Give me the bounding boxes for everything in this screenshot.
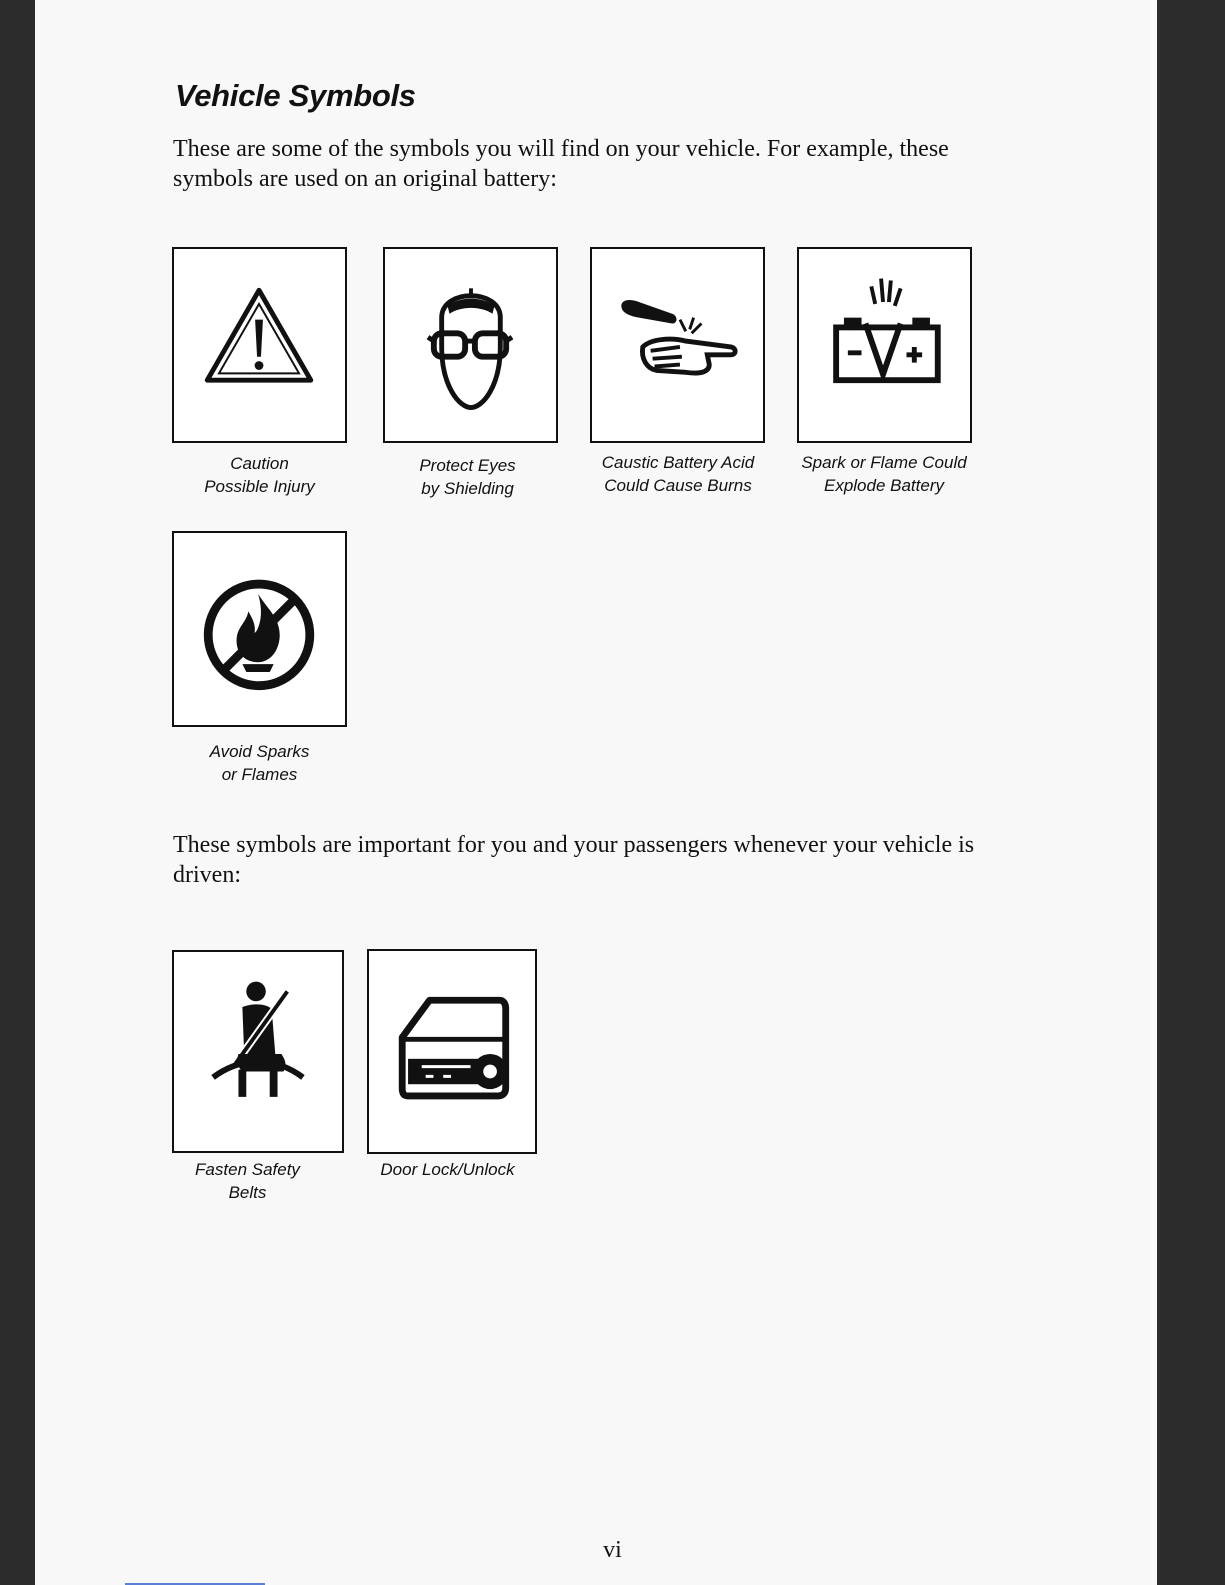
caption-protect-eyes: Protect Eyes by Shielding <box>419 456 516 498</box>
page-title: Vehicle Symbols <box>175 78 416 113</box>
page-number: vi <box>603 1537 622 1563</box>
symbol-caustic-acid <box>590 247 765 443</box>
driving-paragraph: These symbols are important for you and your passengers whenever your vehicle is driven: <box>173 832 975 888</box>
caption-door-lock: Door Lock/Unlock <box>380 1160 515 1179</box>
symbol-seat-belt <box>172 950 344 1153</box>
caption-caution: Caution Possible Injury <box>204 454 315 496</box>
caption-caustic-acid: Caustic Battery Acid Could Cause Burns <box>601 453 755 495</box>
no-flame-icon <box>174 533 345 725</box>
caustic-acid-icon <box>592 249 763 441</box>
intro-paragraph: These are some of the symbols you will find on your vehicle. For example, these symbols are used on an original battery: <box>173 136 949 192</box>
symbol-door-lock <box>367 949 537 1154</box>
manual-page <box>35 0 1157 1585</box>
caption-battery-spark: Spark or Flame Could Explode Battery <box>801 453 967 495</box>
symbol-no-flame <box>172 531 347 727</box>
caution-triangle-icon <box>174 249 345 441</box>
battery-spark-icon <box>799 249 970 441</box>
seat-belt-icon <box>174 952 342 1151</box>
symbol-battery-spark <box>797 247 972 443</box>
caption-seat-belt: Fasten Safety Belts <box>195 1160 300 1202</box>
door-lock-icon <box>369 951 535 1152</box>
symbol-protect-eyes <box>383 247 558 443</box>
symbol-caution <box>172 247 347 443</box>
protect-eyes-icon <box>385 249 556 441</box>
caption-no-flame: Avoid Sparks or Flames <box>209 742 310 784</box>
